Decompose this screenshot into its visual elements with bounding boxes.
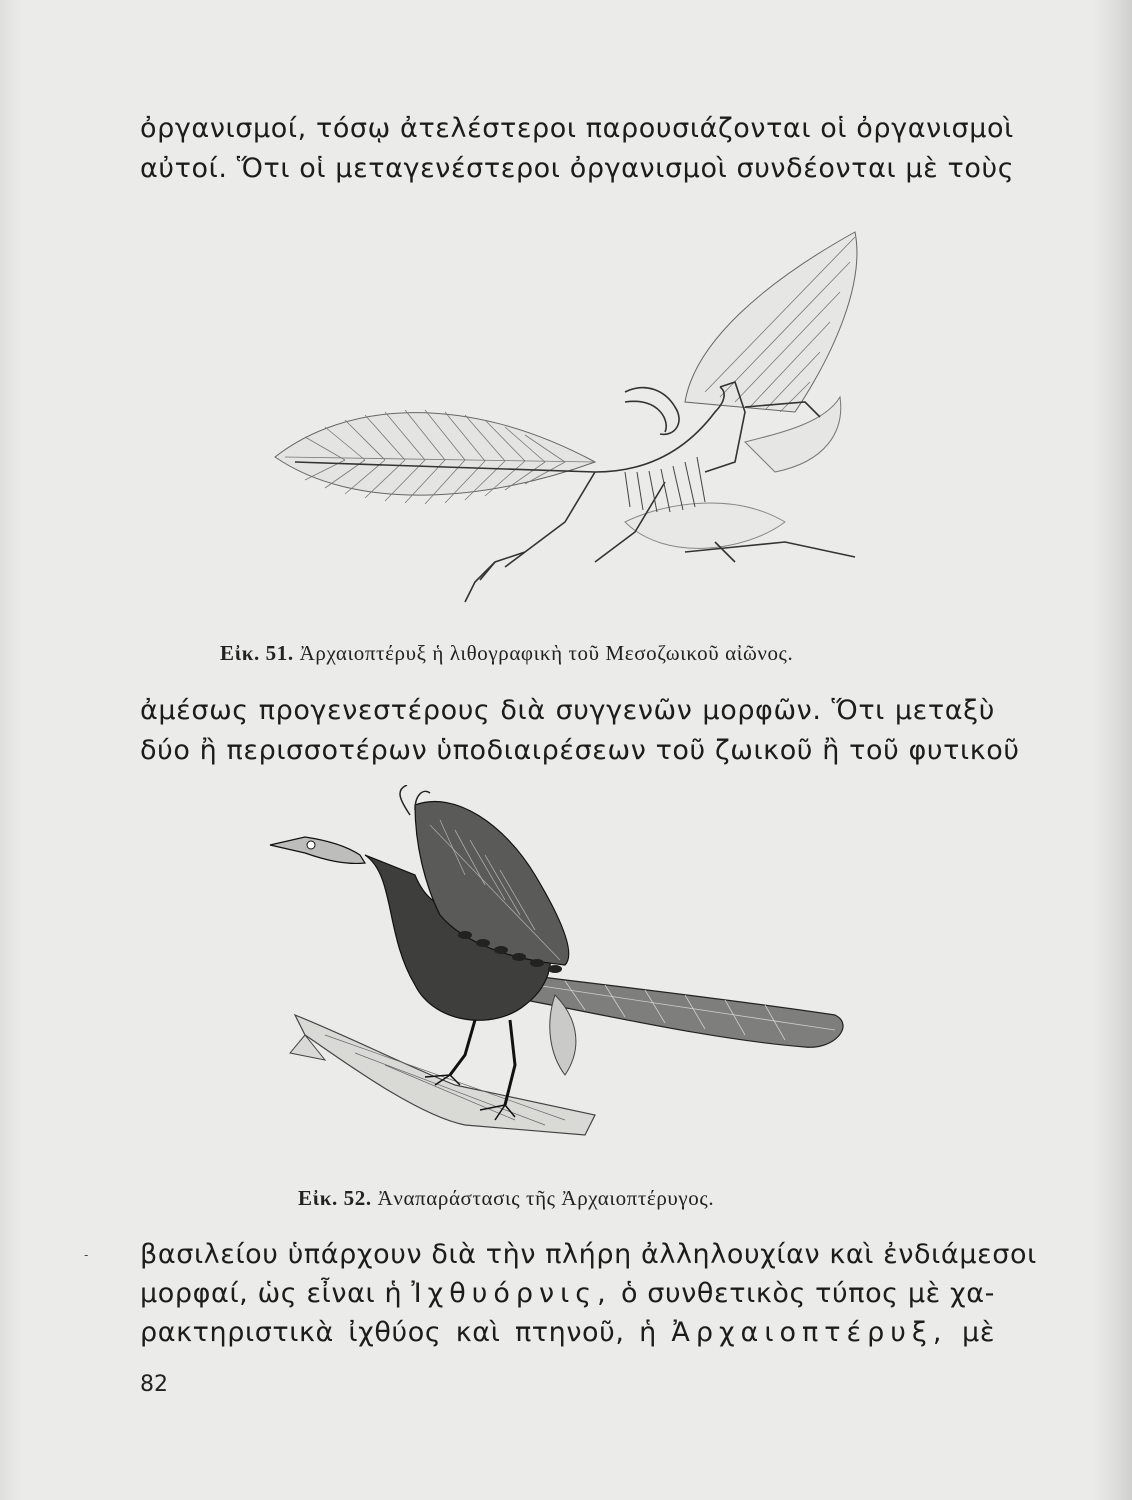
spaced-term: Ἰχθυόρνις, — [411, 1278, 612, 1309]
figure-52-text: Ἀναπαράστασις τῆς Ἀρχαιοπτέρυγος. — [377, 1186, 715, 1210]
text-line — [140, 1316, 995, 1350]
text-line: βασιλείου ὑπάρχουν διὰ τὴν πλήρη ἀλληλουχίαν καὶ ἐνδιάμεσοι — [140, 1239, 1037, 1270]
figure-52-caption — [298, 1186, 714, 1211]
text-line — [140, 1277, 995, 1311]
margin-mark: - — [84, 1248, 89, 1262]
archaeopteryx-reconstruction-illustration — [265, 785, 875, 1165]
figure-51-number: Εἰκ. 51. — [220, 641, 294, 665]
text-line: ὀργανισμοί, τόσῳ ἀτελέστεροι παρουσιάζονται οἱ ὀργανισμοὶ — [140, 113, 1014, 144]
text-line: αὐτοί. Ὅτι οἱ μεταγενέστεροι ὀργανισμοὶ συνδέονται μὲ τοὺς — [140, 153, 1015, 184]
text-fragment: ὁ συνθετικὸς τύπος μὲ χα- — [620, 1278, 995, 1309]
figure-51-caption — [220, 641, 793, 666]
page-number: 82 — [140, 1372, 168, 1397]
spaced-term: Ἀρχαιοπτέρυξ, — [671, 1317, 948, 1348]
page-edge-left — [0, 0, 22, 1500]
text-line: δύο ἢ περισσοτέρων ὑποδιαιρέσεων τοῦ ζωικοῦ ἢ τοῦ φυτικοῦ — [140, 735, 1020, 766]
text-line: ἀμέσως προγενεστέρους διὰ συγγενῶν μορφῶν. Ὅτι μεταξὺ — [140, 695, 995, 726]
text-fragment: μορφαί, ὡς εἶναι ἡ — [140, 1278, 403, 1309]
text-fragment: μὲ — [962, 1317, 996, 1348]
archaeopteryx-fossil-illustration — [265, 222, 875, 622]
figure-52-number: Εἰκ. 52. — [298, 1186, 372, 1210]
page-edge-right — [1092, 0, 1132, 1500]
text-fragment: ρακτηριστικὰ ἰχθύος καὶ πτηνοῦ, ἡ — [140, 1317, 657, 1348]
figure-51-text: Ἀρχαιοπτέρυξ ἡ λιθογραφικὴ τοῦ Μεσοζωικοῦ αἰῶνος. — [299, 641, 794, 665]
